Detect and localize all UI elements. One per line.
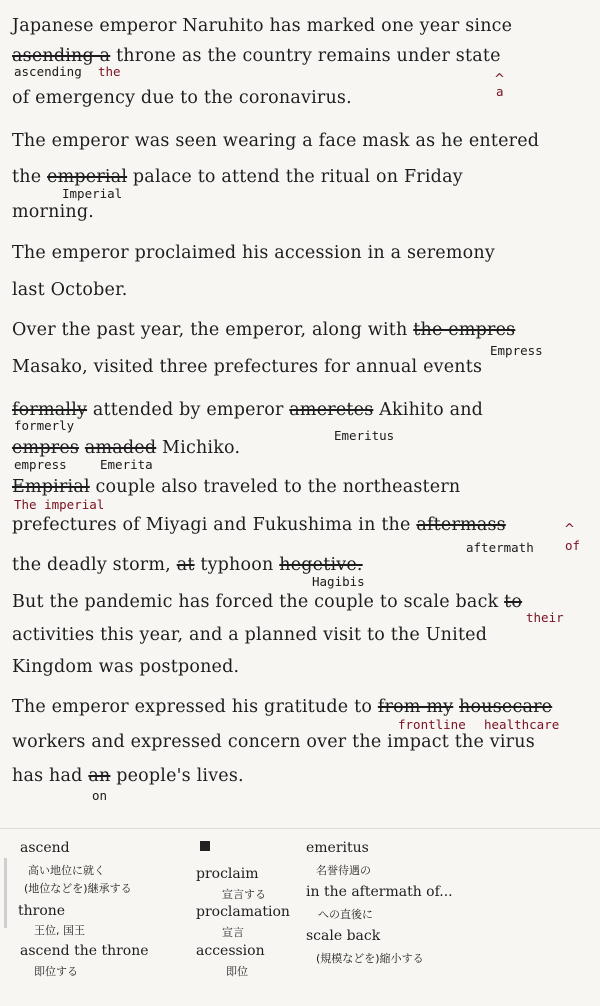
text-line-21: has had an people's lives. — [12, 766, 244, 786]
correction-a: a — [496, 84, 504, 99]
text-line-14: prefectures of Miyagi and Fukushima in the aftermass — [12, 515, 506, 535]
vocab-word-in-the-aftermath-of: in the aftermath of... — [306, 884, 453, 900]
vocab-meaning: 宣言 — [222, 926, 244, 939]
vocab-meaning: (地位などを)継承する — [24, 882, 132, 895]
margin-mark — [4, 858, 7, 928]
struck-text: emperial — [47, 167, 128, 187]
insert-caret-icon: ^ — [494, 72, 505, 87]
correction-hagibis: Hagibis — [312, 574, 365, 589]
vocab-word-accession: accession — [196, 943, 265, 959]
vocab-word-proclamation: proclamation — [196, 904, 290, 920]
correction-healthcare: healthcare — [484, 717, 560, 732]
struck-text: formally — [12, 400, 88, 420]
text-line-20: workers and expressed concern over the impact the virus — [12, 732, 535, 752]
text-line-16: But the pandemic has forced the couple to scale back to — [12, 592, 523, 612]
struck-text: asending a — [12, 46, 111, 66]
text-line-19: The emperor expressed his gratitude to from my housecare — [12, 697, 553, 717]
correction-frontline: frontline — [398, 717, 466, 732]
insert-caret-icon: ^ — [564, 522, 575, 537]
correction-emerita: Emerita — [100, 457, 153, 472]
vocab-meaning: 高い地位に就く — [28, 864, 105, 877]
correction-on: on — [92, 788, 108, 803]
text-line-15: the deadly storm, at typhoon hegetive. — [12, 555, 363, 575]
struck-text: to — [504, 592, 523, 612]
vocab-word-ascend: ascend — [20, 840, 70, 856]
text-line-3: of emergency due to the coronavirus. — [12, 88, 352, 108]
struck-text: ameretes — [289, 400, 374, 420]
correction-ascending: ascending — [14, 64, 82, 79]
vocab-word-ascend-the-throne: ascend the throne — [20, 943, 149, 959]
struck-text: from my — [377, 697, 454, 717]
text-line-5: the emperial palace to attend the ritual on Friday — [12, 167, 463, 187]
text-line-13: Empirial couple also traveled to the northeastern — [12, 477, 461, 497]
vocab-meaning: 王位, 国王 — [34, 924, 85, 937]
vocab-meaning: (規模などを)縮小する — [316, 952, 424, 965]
text-line-4: The emperor was seen wearing a face mask as he entered — [12, 131, 540, 151]
text-line-11: formally attended by emperor ameretes Akihito and — [12, 400, 484, 420]
correction-their: their — [526, 610, 564, 625]
correction-aftermath: aftermath — [466, 540, 534, 555]
ink-blot-icon — [199, 840, 211, 852]
vocab-meaning: への直後に — [318, 908, 373, 921]
vocab-word-proclaim: proclaim — [196, 866, 259, 882]
correction-empress: Empress — [490, 343, 543, 358]
vocab-meaning: 即位 — [226, 965, 248, 978]
struck-text: Empirial — [12, 477, 90, 497]
struck-text: an — [88, 766, 111, 786]
struck-text: aftermass — [416, 515, 506, 535]
correction-the-imperial: The imperial — [14, 497, 105, 512]
text-line-18: Kingdom was postponed. — [12, 657, 240, 677]
struck-text: at — [176, 555, 195, 575]
text-line-6: morning. — [12, 202, 94, 222]
correction-emeritus: Emeritus — [334, 428, 395, 443]
struck-text: empres — [12, 438, 80, 458]
text-line-10: Masako, visited three prefectures for annual events — [12, 357, 483, 377]
vocab-word-scale-back: scale back — [306, 928, 381, 944]
correction-imperial: Imperial — [62, 186, 123, 201]
text-line-17: activities this year, and a planned visit to the United — [12, 625, 488, 645]
correction-the: the — [98, 64, 121, 79]
vocab-meaning: 宣言する — [222, 888, 266, 901]
struck-text: housecare — [459, 697, 553, 717]
text-line-8: last October. — [12, 280, 128, 300]
text-line-7: The emperor proclaimed his accession in a seremony — [12, 243, 495, 263]
struck-text: amaded — [84, 438, 157, 458]
text-line-9: Over the past year, the emperor, along with the empres — [12, 320, 516, 340]
correction-formerly: formerly — [14, 418, 75, 433]
vocab-meaning: 名誉待遇の — [316, 864, 371, 877]
vocab-word-emeritus: emeritus — [306, 840, 369, 856]
correction-of: of — [565, 538, 581, 553]
section-divider — [0, 828, 600, 829]
text-line-12: empres amaded Michiko. — [12, 438, 241, 458]
struck-text: the empres — [413, 320, 516, 340]
vocab-word-throne: throne — [18, 903, 66, 919]
text-line-1: Japanese emperor Naruhito has marked one year since — [12, 16, 513, 36]
struck-text: hegetive. — [279, 555, 363, 575]
vocab-meaning: 即位する — [34, 965, 78, 978]
text-line-2: asending a throne as the country remains under state — [12, 46, 501, 66]
correction-empress-lower: empress — [14, 457, 67, 472]
